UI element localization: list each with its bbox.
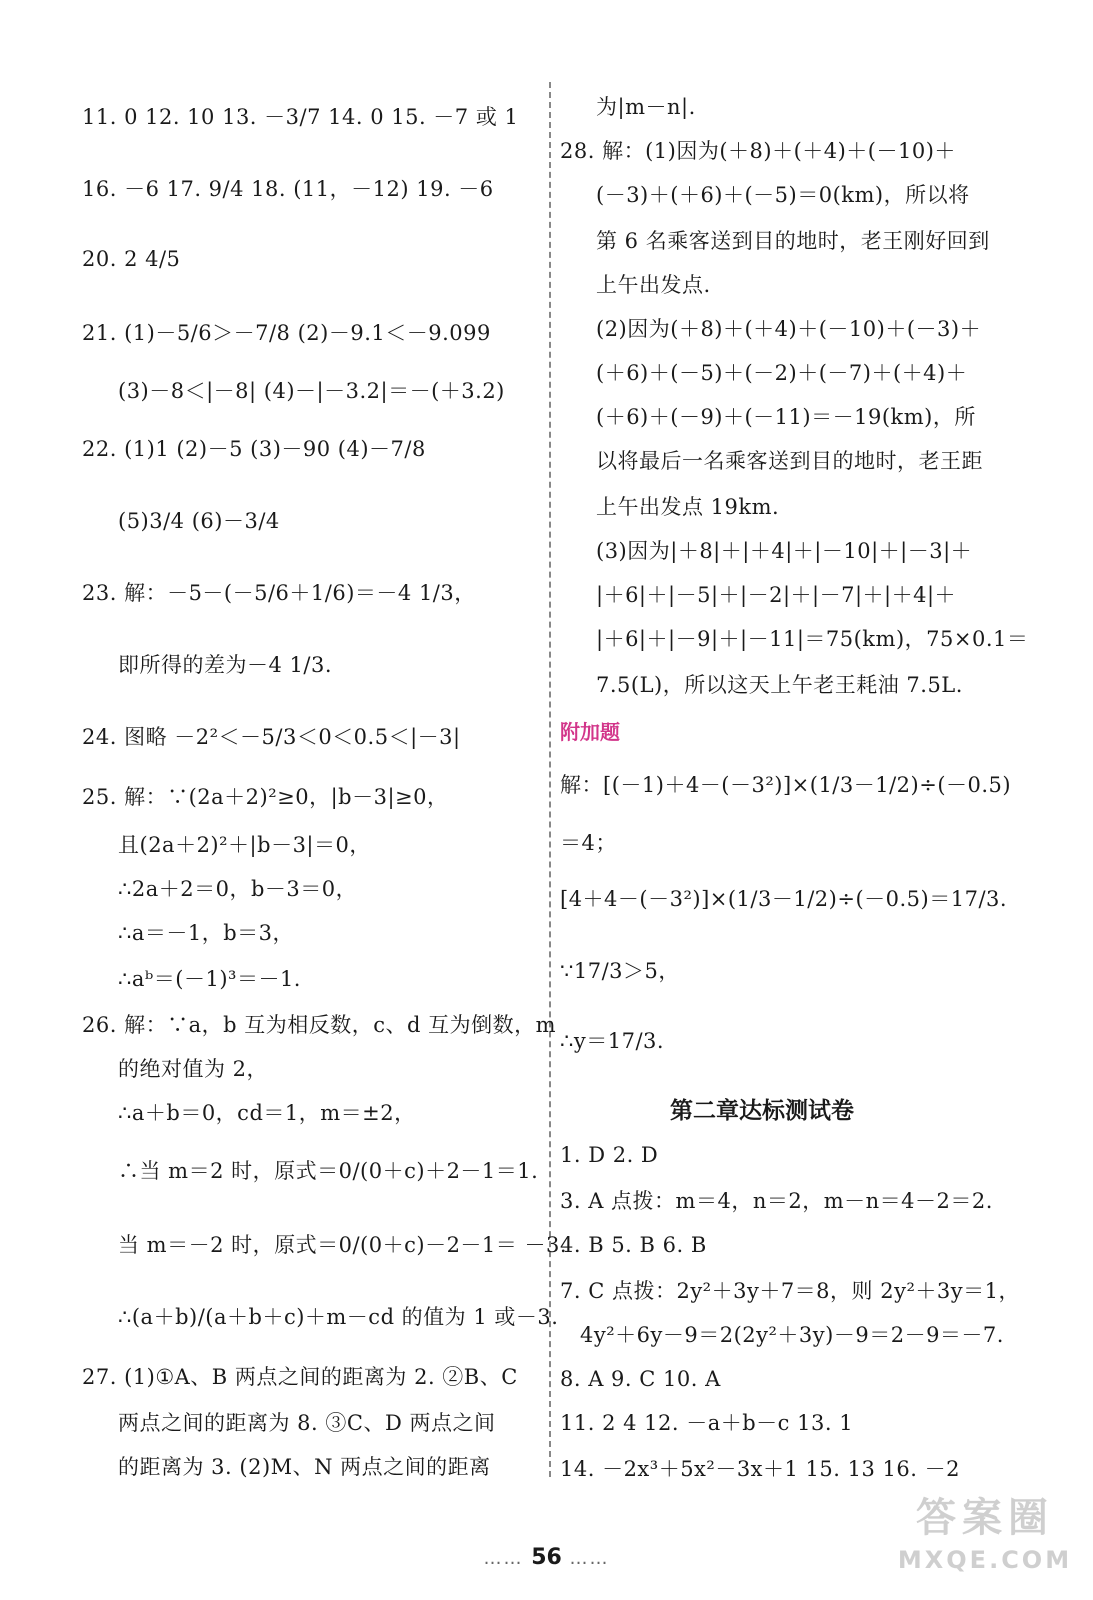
right-line: 为|m－n|. xyxy=(596,95,696,119)
left-line: ∴当 m＝2 时，原式＝0/(0＋c)＋2－1＝1. xyxy=(118,1159,539,1183)
left-line: 20. 2 4/5 xyxy=(82,247,181,271)
footer-dots-right: …… xyxy=(569,1548,610,1569)
right-line: 28. 解：(1)因为(＋8)＋(＋4)＋(－10)＋ xyxy=(560,139,956,163)
left-line: ∴a＝－1，b＝3， xyxy=(118,921,295,945)
left-line: 且(2a＋2)²＋|b－3|＝0， xyxy=(118,833,371,857)
left-line: ∴a＋b＝0，cd＝1，m＝±2， xyxy=(118,1101,416,1125)
footer-dots-left: …… xyxy=(483,1548,524,1569)
left-line: 24. 图略 －2²＜－5/3＜0＜0.5＜|－3| xyxy=(82,725,461,749)
right-line: ∵17/3＞5， xyxy=(560,959,680,983)
section-title: 第二章达标测试卷 xyxy=(670,1098,854,1124)
left-line: (3)－8＜|－8| (4)－|－3.2|＝－(＋3.2) xyxy=(118,379,505,403)
left-line: (5)3/4 (6)－3/4 xyxy=(118,509,280,533)
left-line: 的绝对值为 2， xyxy=(118,1057,269,1081)
left-line: 当 m＝－2 时，原式＝0/(0＋c)－2－1＝ －3. xyxy=(118,1233,568,1257)
right-line: (－3)＋(＋6)＋(－5)＝0(km)，所以将 xyxy=(596,183,970,207)
left-line: 即所得的差为－4 1/3. xyxy=(118,653,333,677)
right-line: ＝4； xyxy=(560,831,617,855)
right-line: (＋6)＋(－9)＋(－11)＝－19(km)，所 xyxy=(596,405,976,429)
left-line: 11. 0 12. 10 13. －3/7 14. 0 15. －7 或 1 xyxy=(82,105,519,129)
right-line: 4. B 5. B 6. B xyxy=(560,1233,707,1257)
right-line: 3. A 点拨：m＝4，n＝2，m－n＝4－2＝2. xyxy=(560,1189,993,1213)
right-line: 7. C 点拨：2y²＋3y＋7＝8，则 2y²＋3y＝1， xyxy=(560,1279,1020,1303)
right-line: (3)因为|＋8|＋|＋4|＋|－10|＋|－3|＋ xyxy=(596,539,973,563)
right-line: 解：[(－1)＋4－(－3²)]×(1/3－1/2)÷(－0.5) xyxy=(560,773,1012,797)
left-line: ∴2a＋2＝0，b－3＝0， xyxy=(118,877,358,901)
right-line: 第 6 名乘客送到目的地时，老王刚好回到 xyxy=(596,229,990,253)
left-line: 16. －6 17. 9/4 18. (11，－12) 19. －6 xyxy=(82,177,494,201)
watermark-url: MXQE.COM xyxy=(897,1546,1073,1574)
right-line: |＋6|＋|－9|＋|－11|＝75(km)，75×0.1＝ xyxy=(596,627,1029,651)
left-line: 25. 解：∵(2a＋2)²≥0，|b－3|≥0， xyxy=(82,785,449,809)
right-line: 上午出发点 19km. xyxy=(596,495,780,519)
left-line: 21. (1)－5/6＞－7/8 (2)－9.1＜－9.099 xyxy=(82,321,491,345)
right-line: 11. 2 4 12. －a＋b－c 13. 1 xyxy=(560,1411,854,1435)
watermark-logo: 答案圈 xyxy=(916,1495,1054,1541)
right-line: 4y²＋6y－9＝2(2y²＋3y)－9＝2－9＝－7. xyxy=(580,1323,1004,1347)
bonus-label: 附加题 xyxy=(560,720,620,744)
left-line: 的距离为 3. (2)M、N 两点之间的距离 xyxy=(118,1455,491,1479)
left-line: 26. 解：∵a，b 互为相反数，c、d 互为倒数，m xyxy=(82,1013,557,1037)
left-line: ∴aᵇ＝(－1)³＝－1. xyxy=(118,967,301,991)
right-line: 1. D 2. D xyxy=(560,1143,659,1167)
left-line: ∴(a＋b)/(a＋b＋c)＋m－cd 的值为 1 或－3. xyxy=(118,1305,559,1329)
right-line: 7.5(L)，所以这天上午老王耗油 7.5L. xyxy=(596,673,963,697)
right-line: (2)因为(＋8)＋(＋4)＋(－10)＋(－3)＋ xyxy=(596,317,982,341)
right-line: (＋6)＋(－5)＋(－2)＋(－7)＋(＋4)＋ xyxy=(596,361,968,385)
column-divider xyxy=(549,82,551,1477)
right-line: 14. －2x³＋5x²－3x＋1 15. 13 16. －2 xyxy=(560,1457,960,1481)
right-line: |＋6|＋|－5|＋|－2|＋|－7|＋|＋4|＋ xyxy=(596,583,957,607)
right-line: 上午出发点. xyxy=(596,273,711,297)
right-line: 以将最后一名乘客送到目的地时，老王距 xyxy=(596,449,983,473)
watermark xyxy=(890,1490,1080,1590)
right-line: [4＋4－(－3²)]×(1/3－1/2)÷(－0.5)＝17/3. xyxy=(560,887,1008,911)
left-line: 两点之间的距离为 8. ③C、D 两点之间 xyxy=(118,1411,496,1435)
right-line: 8. A 9. C 10. A xyxy=(560,1367,721,1391)
left-line: 27. (1)①A、B 两点之间的距离为 2. ②B、C xyxy=(82,1365,518,1389)
page-number: 56 xyxy=(531,1545,562,1570)
left-line: 22. (1)1 (2)－5 (3)－90 (4)－7/8 xyxy=(82,437,426,461)
left-line: 23. 解：－5－(－5/6＋1/6)＝－4 1/3， xyxy=(82,581,476,605)
right-line: ∴y＝17/3. xyxy=(560,1029,665,1053)
